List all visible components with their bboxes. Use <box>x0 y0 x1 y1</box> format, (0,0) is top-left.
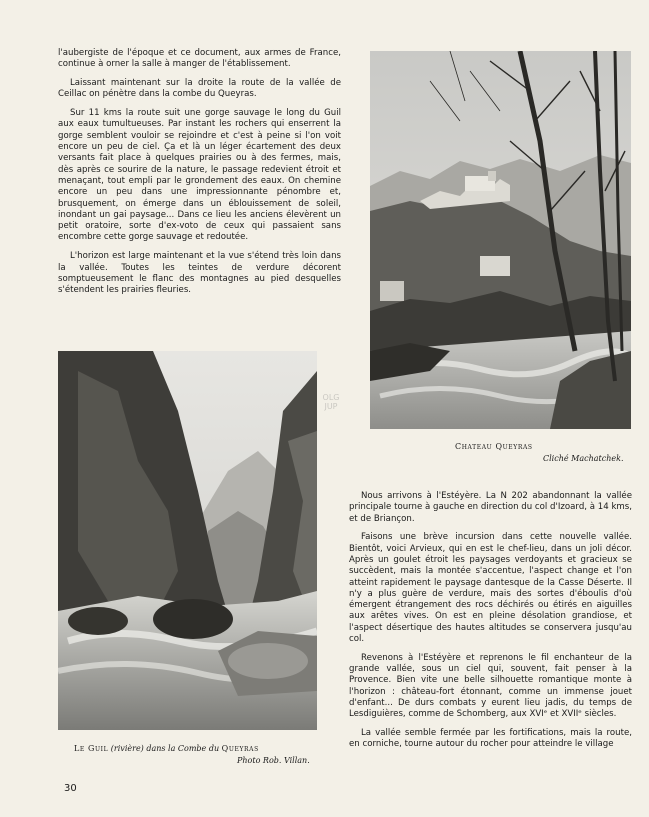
paragraph: Nous arrivons à l'Estéyère. La N 202 abandonnant la vallée principale tourne à gauche en direction du col d'Izoard, à 14 kms, et de Briançon. <box>349 491 632 524</box>
right-text-column <box>349 491 632 758</box>
photo-chateau-queyras <box>370 51 631 429</box>
caption-title-part: Le Guil <box>74 744 109 753</box>
paragraph: La vallée semble fermée par les fortifications, mais la route, en corniche, tourne autour du rocher pour atteindre le village <box>349 728 632 750</box>
page-number: 30 <box>64 783 77 794</box>
paragraph: l'aubergiste de l'époque et ce document, aux armes de France, continue à orner la salle à manger de l'établissement. <box>58 48 341 70</box>
caption-title-part: (rivière) <box>110 744 144 753</box>
paragraph: L'horizon est large maintenant et la vue s'étend très loin dans la vallée. Toutes les teintes de verdure décorent somptueusement le flanc des montagnes au pied desquelles s'étendent les prairies fleuries. <box>58 251 341 296</box>
paragraph: Sur 11 kms la route suit une gorge sauvage le long du Guil aux eaux tumultueuses. Par instant les rochers qui enserrent la gorge semblent vouloir se rejoindre et c'est à peine si l'on voit encore un peu de ciel. Ça et là un léger écartement des deux versants fait place à quelques prairies ou à des fermes, mais, dès après ce sourire de la nature, le passage redevient étroit et menaçant, tout empli par le grondement des eaux. On chemine encore un peu dans une impressionnante pénombre et, brusquement, on émerge dans un éblouissement de soleil, inondant un gai paysage... Dans ce lieu les anciens élevèrent un petit oratoire, sorte d'ex-voto de ceux qui passaient sans encombre cette gorge sauvage et redoutée. <box>58 108 341 243</box>
left-text-column <box>58 48 341 304</box>
caption-title: Chateau Queyras <box>455 442 533 451</box>
photo-le-guil <box>58 351 317 730</box>
paragraph: Laissant maintenant sur la droite la route de la vallée de Ceillac on pénètre dans la combe du Queyras. <box>58 78 341 100</box>
credit-chateau-queyras: Cliché Machatchek. <box>543 454 624 463</box>
caption-chateau-queyras <box>455 441 533 452</box>
caption-title-part: dans la Combe du <box>146 744 220 753</box>
paragraph: Faisons une brève incursion dans cette nouvelle vallée. Bientôt, voici Arvieux, qui en est le chef-lieu, dans un joli décor. Après un goulet étroit les paysages verdoyants et gracieux se succèdent, mais la montée s'accentue, l'aspect change et l'on atteint rapidement le paysage dantesque de la Casse Déserte. Il n'y a plus guère de verdure, mais des sortes d'éboulis d'où émergent étrangement des rocs déchirés ou étirés en aiguilles aux arêtes vives. On est en pleine désolation grandiose, et l'aspect désertique des hautes altitudes se conservera jusqu'au col. <box>349 532 632 645</box>
caption-le-guil <box>74 743 259 754</box>
credit-le-guil: Photo Rob. Villan. <box>237 756 310 765</box>
paragraph: Revenons à l'Estéyère et reprenons le fil enchanteur de la grande vallée, sous un ciel qui, souvent, fait penser à la Provence. Bien vite une belle silhouette romantique monte à l'horizon : château-fort étonnant, comme un immense jouet d'enfant... De durs combats y eurent lieu jadis, du temps de Lesdiguières, comme de Schomberg, aux XVIᵉ et XVIIᵉ siècles. <box>349 652 632 720</box>
caption-title-part: Queyras <box>221 744 259 753</box>
library-stamp: OLG JUP <box>322 393 340 411</box>
